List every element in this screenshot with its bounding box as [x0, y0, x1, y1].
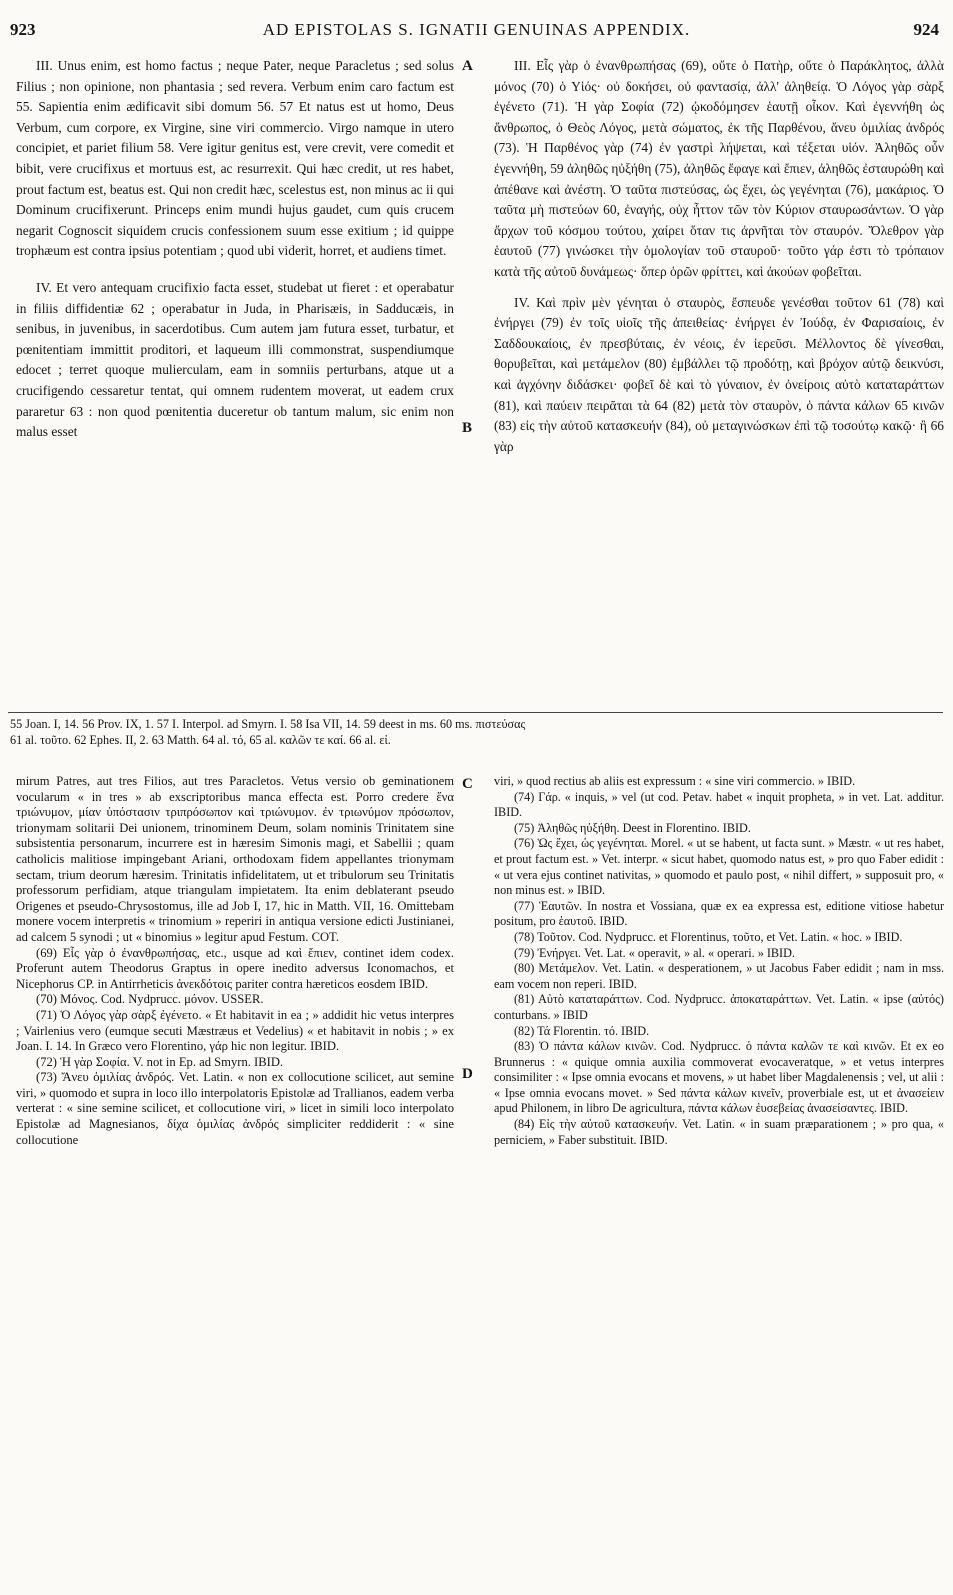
margin-marker-b: B	[462, 420, 473, 436]
latin-paragraph-3: III. Unus enim, est homo factus ; neque Pater, neque Paracletus ; sed solus Filius ; non opinione, non phantasia ; sed revera. Verbum enim caro factum est 55. Sapientia enim ædificavit sibi domum 56. 57 Et natus est ut homo, Deus Verbum, cum corpore, ex Virgine, sine viri commercio. Virgo namque in utero concipiet, et pariet filium 58. Vere igitur genitus est, vere crevit, vere comedit et bibit, vere crucifixus et mortuus est, ac resurrexit. Qui hæc credit, ut res habet, prout factum est, beatus est. Qui non credit hæc, scelestus est, non minus ac ii qui Dominum crucifixerunt. Princeps enim mundi hujus gaudet, cum quis crucem negarit Cognoscit siquidem crucis confessionem suum esse exitium ; id quippe trophæum est contra ipsius potentiam ; quod ubi viderit, horret, et audiens timet.	[16, 58, 454, 259]
note-81: (81) Αὐτὸ καταταράττων. Cod. Nydprucc. ἀποκαταράττων. Vet. Latin. « ipse (αὐτός) conturbans. » IBID	[494, 992, 944, 1022]
footnote-line-1: 55 Joan. I, 14. 56 Prov. IX, 1. 57 I. Interpol. ad Smyrn. I. 58 Isa VII, 14. 59 deest in ms. 60 ms. πιστεύσας	[10, 717, 526, 731]
footnote-rule	[8, 712, 943, 713]
greek-paragraph-4: IV. Καὶ πρὶν μὲν γένηται ὁ σταυρὸς, ἔσπευδε γενέσθαι τοῦτον 61 (78) καὶ ἐνήργει (79) ἐν τοῖς υἱοῖς τῆς ἀπειθείας· ἐνήργει ἐν Ἰούδᾳ, ἐν Φαρισαίοις, ἐν Σαδδουκαίοις, ἐν πρεσβύταις, ἐν νέοις, ἐν ἱερεῦσι. Μέλλοντος δὲ γίνεσθαι, θορυβεῖται, καὶ μετάμελον (80) ἐμβάλλει τῷ προδότῃ, καὶ βρόχον αὐτῷ δεικνύσι, καὶ ἀγχόνην διδάσκει· φοβεῖ δὲ καὶ τὸ γύναιον, ἐν ὀνείροις αὐτὸ καταταράττων (81), καὶ παύειν πειρᾶται τὰ 64 (82) μετὰ τὸν σταυρὸν, ὁ πάντα κάλων 65 κινῶν (83) εἰς τὴν αὐτοῦ κατασκευήν (84), οὐ μεταγινώσκων ἐπὶ τῷ τοσούτῳ κακῷ· ἢ 66 γὰρ	[494, 294, 944, 454]
latin-paragraph-4: IV. Et vero antequam crucifixio facta esset, studebat ut fieret : et operabatur in filiis diffidentiæ 62 ; operabatur in Juda, in Pharisæis, in Sadducæis, in senibus, in juvenibus, in sacerdotibus. Cum autem jam futura esset, turbatur, et pœnitentiam immittit proditori, et laqueum illi commonstrat, suspendiumque edocet ; terret quoque mulierculam, eam in somniis perturbans, atque ut a crucifigendo cessaretur tentat, qui omnem rudentem moverat, ut eadem crux pararetur 63 : non quod pœnitentia duceretur ob tantum malum, sic enim non malus esset	[16, 279, 454, 440]
note-72: (72) Ἡ γὰρ Σοφία. V. not in Ep. ad Smyrn. IBID.	[36, 1054, 284, 1069]
note-84: (84) Εἰς τὴν αὐτοῦ κατασκευήν. Vet. Latin. « in suam præparationem ; » pro qua, « perniciem, » Faber substituit. IBID.	[494, 1117, 944, 1147]
notes-right-column	[494, 774, 944, 1148]
greek-text-column	[494, 56, 944, 457]
page-number-right: 924	[913, 20, 939, 39]
notes-left-column	[16, 774, 454, 1148]
page-number-left: 923	[10, 20, 36, 39]
note-73-cont: viri, » quod rectius ab aliis est expressum : « sine viri commercio. » IBID.	[494, 774, 856, 788]
margin-marker-d: D	[462, 1066, 473, 1082]
note-79: (79) Ἐνήργει. Vet. Lat. « operavit, » al. « operari. » IBID.	[514, 945, 795, 960]
note-82: (82) Τά Florentin. τό. IBID.	[514, 1023, 650, 1038]
note-70: (70) Μόνος. Cod. Nydprucc. μόνον. USSER.	[36, 992, 264, 1007]
note-76: (76) Ὡς ἔχει, ὡς γεγένηται. Morel. « ut se habent, ut facta sunt. » Mæstr. « ut res habet, et prout factum est. » Vet. interpr. « sicut habet, quomodo natus est, » pro quo Faber edidit : « ut vera ejus continet nativitas, » quomodo et paulo post, « nihil differt, » supposuit pro, « non minus est. » IBID.	[494, 836, 944, 898]
margin-marker-a: A	[462, 58, 473, 74]
note-69: (69) Εἷς γὰρ ὁ ἐνανθρωπήσας, etc., usque ad καὶ ἔπιεν, continet idem codex. Proferunt autem Theodorus Graptus in opere inedito adversus Iconomachos, et Nicephorus CP. in Antirrheticis ἀνεκδότοις pariter contra hæreticos eosdem IBID.	[16, 945, 454, 991]
note-paragraph: mirum Patres, aut tres Filios, aut tres Paracletos. Vetus versio ob geminationem vocularum « in tres » ab exscriptoribus manca effecta est. Porro credere ἕνα τριώνυμον, μίαν ὑπόστασιν τριπρόσωπον καὶ τριώνυμον. ἐν τριωνύμον πρόσωπον, trionymam solitarii Dei unionem, trinominem Deum, solam nominis Trinitatem sine subsistentia personarum, incurrere est in hæresim Simonis magi, et Sabellii ; quam catholicis malitiose impingebant Ariani, orthodoxam fidem appellantes trionymam sectam, trium deorum hæresim. Trinitatis infidelitatem, ut et tribulorum seu Trinitatis professorum perfidiam, atque triangulam impietatem. Ita enim deblaterant pseudo Origenes et pseudo-Chrysostomus, ille ad Job I, 17, hic in Matth. VII, 16. Omittebam monere vocem interpretis « trinomium » reperiri in antiqua versione edicti Justinianei, ad calcem 5 synodi ; ut « binomius » legitur apud Festum. COT.	[16, 774, 454, 944]
note-80: (80) Μετάμελον. Vet. Latin. « desperationem, » ut Jacobus Faber edidit ; nam in mss. eam vocem non reperi. IBID.	[494, 961, 944, 991]
note-77: (77) Ἑαυτῶν. In nostra et Vossiana, quæ ex ea expressa est, editione vitiose habetur positum, pro ἑαυτοῦ. IBID.	[494, 898, 944, 929]
note-78: (78) Τοῦτον. Cod. Nydprucc. et Florentinus, τοῦτο, et Vet. Latin. « hoc. » IBID.	[514, 929, 903, 944]
running-header	[0, 20, 953, 44]
note-75: (75) Ἀληθῶς ηὐξήθη. Deest in Florentino. IBID.	[514, 820, 751, 835]
latin-text-column	[16, 56, 454, 443]
greek-paragraph-3: III. Εἷς γὰρ ὁ ἐνανθρωπήσας (69), οὔτε ὁ Πατὴρ, οὔτε ὁ Παράκλητος, ἀλλὰ μόνος (70) ὁ Υἱός· οὐ δοκήσει, οὐ φαντασίᾳ, ἀλλ' ἀληθείᾳ. Ὁ Λόγος γὰρ σὰρξ ἐγένετο (71). Ἡ γὰρ Σοφία (72) ᾠκοδόμησεν ἑαυτῇ οἶκον. Καὶ ἐγεννήθη ὡς ἄνθρωπος, ὁ Θεὸς Λόγος, μετὰ σώματος, ἐκ τῆς Παρθένου, ἄνευ ὁμιλίας ἀνδρός (73). Ἡ Παρθένος γὰρ (74) ἐν γαστρὶ λήψεται, καὶ τέξεται υἱόν. Ἀληθῶς οὖν ἐγεννήθη, 59 ἀληθῶς ηὐξήθη (75), ἀληθῶς ἔφαγε καὶ ἔπιεν, ἀληθῶς ἐσταυρώθη καὶ ἀπέθανε καὶ ἀνέστη. Ὁ ταῦτα πιστεύσας, ὡς ἔχει, ὡς γεγένηται (76), μακάριος. Ὁ ταῦτα μὴ πιστεύων 60, ἐναγής, οὐχ ἧττον τῶν τὸν Κύριον σταυρωσάντων. Ὁ γὰρ ἄρχων τοῦ κόσμου τούτου, χαίρει ὅταν τις ἀρνῆται τὸν σταυρόν. Ὄλεθρον γὰρ ἑαυτοῦ (77) γινώσκει τὴν ὁμολογίαν τοῦ σταυροῦ· τοῦτο γάρ ἐστι τὸ τρόπαιον κατὰ τῆς αὐτοῦ δυνάμεως· ὅπερ ὁρῶν φρίττει, καὶ ἀκούων φοβεῖται.	[494, 58, 944, 279]
margin-marker-c: C	[462, 776, 473, 792]
note-74: (74) Γάρ. « inquis, » vel (ut cod. Petav. habet « inquit propheta, » in vet. Lat. additur. IBID.	[494, 789, 944, 820]
note-71: (71) Ὁ Λόγος γὰρ σὰρξ ἐγένετο. « Et habitavit in ea ; » addidit hic vetus interpres ; Vairlenius vero (eumque secuti Mæstræus et Vedelius) « et habitavit in nobis ; » ex Joan. I. 14. In Græco vero Florentino, γάρ hic non legitur. IBID.	[16, 1007, 454, 1054]
note-83: (83) Ὁ πάντα κάλων κινῶν. Cod. Nydprucc. ὁ πάντα καλῶν τε καὶ κινῶν. Et ex eo Brunnerus : « quique omnia auxilia commoverat evocaveratque, » et vetus interpres consimiliter : « Ipse omnia evocans et movens, » ut habet liber Magdalenensis ; vel, ut alii : « Ipse omnia evocans movet. » Sed πάντα κάλων κινεῖν, proverbiale est, ut et ἀνασείειν apud Philonem, in libro De agricultura, πάντα κάλων ἐυσεβείας ἀνασείσαντες. IBID.	[494, 1039, 944, 1116]
note-73: (73) Ἄνευ ὁμιλίας ἀνδρός. Vet. Latin. « non ex collocutione scilicet, aut semine viri, » quomodo et supra in loco illo interpolatoris Epistolæ ad Trallianos, eadem verba verterat : « sine semine scilicet, et collocutione viri, » licet in simili loco interpolato Epistolæ ad Magnesianos, δίχα ὁμιλίας ἀνδρός simpliciter reddiderit : « sine collocutione	[16, 1070, 454, 1147]
footnote-line-2: 61 al. τοῦτο. 62 Ephes. II, 2. 63 Matth. 64 al. τό, 65 al. καλῶν τε καί. 66 al. εἰ.	[10, 733, 391, 747]
page-title: AD EPISTOLAS S. IGNATII GENUINAS APPENDIX.	[262, 20, 691, 39]
